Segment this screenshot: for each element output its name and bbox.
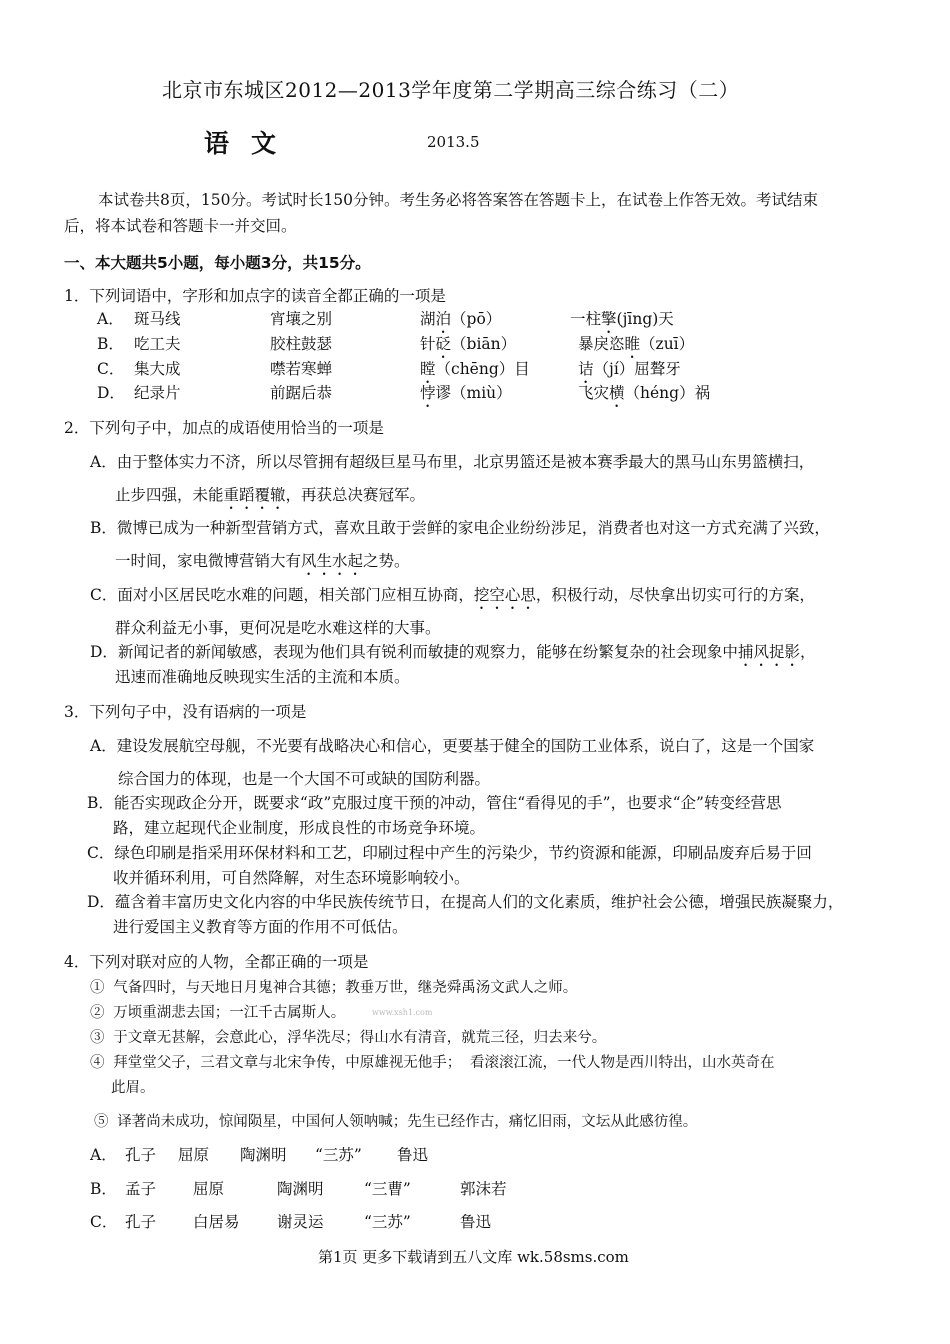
q1-stem: 1．下列词语中，字形和加点字的读音全都正确的一项是 <box>64 287 446 305</box>
q2-option-c-line-2: 群众利益无小事，更何况是吃水难这样的大事。 <box>115 619 441 637</box>
couplet-2: ② 万顷重湖悲去国；一江千古属斯人。 <box>90 1005 346 1021</box>
q2-option-c-line-1: C．面对小区居民吃水难的问题，相关部门应相互协商，挖空心思，积极行动，尽快拿出切实可行的方案， <box>90 586 815 604</box>
option-label: C． <box>90 1213 118 1231</box>
q2-option-b-line-2: 一时间，家电微博营销大有风生水起之势。 <box>115 552 410 570</box>
instructions-line-1: 本试卷共8页，150分。考试时长150分钟。考生务必将答案答在答题卡上，在试卷上作答无效。考试结束 <box>98 191 819 209</box>
subject-title: 语文 <box>204 129 299 158</box>
q3-option-a-line-2: 综合国力的体现，也是一个大国不可或缺的国防利器。 <box>118 770 491 788</box>
word-with-dotted-char: 暴戾恣睢（zuī） <box>578 335 695 353</box>
person: 鲁迅 <box>397 1146 429 1164</box>
option-label: D． <box>97 384 125 402</box>
watermark: www.xsh1.com <box>372 1008 433 1017</box>
person: “三曹” <box>364 1180 411 1198</box>
word-with-dotted-char: 湖泊（pō） <box>420 310 502 328</box>
q2-option-b-line-1: B．微博已成为一种新型营销方式，喜欢且敢于尝鲜的家电企业纷纷涉足，消费者也对这一方式充满了兴致， <box>90 519 830 537</box>
q2-option-a-line-2: 止步四强，未能重蹈覆辙，再获总决赛冠军。 <box>115 486 426 504</box>
q2-option-d-line-2: 迅速而准确地反映现实生活的主流和本质。 <box>115 668 410 686</box>
person: 屈原 <box>193 1180 225 1198</box>
word-with-dotted-char: 瞠（chēng）目 <box>420 360 530 378</box>
word-with-dotted-char: 飞灾横（héng）祸 <box>578 384 711 402</box>
q3-stem: 3．下列句子中，没有语病的一项是 <box>64 703 307 721</box>
couplet-3: ③ 于文章无甚解，会意此心，浮华洗尽；得山水有清音，就荒三径，归去来兮。 <box>90 1030 607 1046</box>
person: 孔子 <box>125 1146 157 1164</box>
section-1-heading: 一、本大题共5小题，每小题3分，共15分。 <box>64 254 371 272</box>
person: 谢灵运 <box>277 1213 324 1231</box>
word: 斑马线 <box>134 310 181 328</box>
q2-option-d-line-1: D．新闻记者的新闻敏感，表现为他们具有锐利而敏捷的观察力，能够在纷繁复杂的社会现象中捕风捉影， <box>90 643 816 661</box>
word-with-dotted-char: 诘（jí）屈聱牙 <box>578 360 681 378</box>
q3-option-c-line-1: C．绿色印刷是指采用环保材料和工艺，印刷过程中产生的污染少，节约资源和能源，印刷品废弃后易于回 <box>87 844 812 862</box>
couplet-4-line-1: ④ 拜堂堂父子，三君文章与北宋争传，中原雄视无他手； 看滚滚江流，一代人物是西川特出，山水英奇在 <box>90 1055 775 1071</box>
word: 集大成 <box>134 360 181 378</box>
q3-option-d-line-2: 进行爱国主义教育等方面的作用不可低估。 <box>113 918 408 936</box>
word: 胶柱鼓瑟 <box>270 335 333 353</box>
q3-option-b-line-1: B．能否实现政企分开，既要求“政”克服过度干预的冲动，管住“看得见的手”，也要求“企”转变经营思 <box>87 794 782 812</box>
person: 白居易 <box>193 1213 240 1231</box>
person: 郭沫若 <box>460 1180 507 1198</box>
word-with-dotted-char: 一柱擎(jīng)天 <box>570 310 674 328</box>
person: 屈原 <box>178 1146 210 1164</box>
person: 孟子 <box>125 1180 157 1198</box>
q2-stem: 2．下列句子中，加点的成语使用恰当的一项是 <box>64 419 384 437</box>
word-with-dotted-char: 针砭（biān） <box>420 335 517 353</box>
word: 吃工夫 <box>134 335 181 353</box>
option-label: A． <box>97 310 124 328</box>
couplet-1: ① 气备四时，与天地日月鬼神合其德；教垂万世，继尧舜禹汤文武人之师。 <box>90 980 578 996</box>
person: “三苏” <box>315 1146 362 1164</box>
option-label: C． <box>97 360 125 378</box>
option-label: B． <box>97 335 124 353</box>
person: 鲁迅 <box>460 1213 492 1231</box>
word: 噤若寒蝉 <box>270 360 333 378</box>
person: 孔子 <box>125 1213 157 1231</box>
person: 陶渊明 <box>277 1180 324 1198</box>
couplet-5: ⑤ 译著尚未成功，惊闻陨星，中国何人领呐喊；先生已经作古，痛忆旧雨，文坛从此感彷徨。 <box>94 1114 698 1130</box>
option-label: A． <box>90 1146 117 1164</box>
person: 陶渊明 <box>240 1146 287 1164</box>
exam-date: 2013.5 <box>427 133 480 151</box>
q3-option-b-line-2: 路，建立起现代企业制度，形成良性的市场竞争环境。 <box>113 819 486 837</box>
q4-stem: 4．下列对联对应的人物，全都正确的一项是 <box>64 953 369 971</box>
person: “三苏” <box>364 1213 411 1231</box>
instructions-line-2: 后，将本试卷和答题卡一并交回。 <box>64 217 297 235</box>
q3-option-c-line-2: 收并循环利用，可自然降解，对生态环境影响较小。 <box>113 869 470 887</box>
q3-option-a-line-1: A．建设发展航空母舰，不光要有战略决心和信心，更要基于健全的国防工业体系，说白了，这是一个国家 <box>90 737 815 755</box>
page-footer: 第1页 更多下载请到五八文库 wk.58sms.com <box>318 1248 629 1266</box>
word: 纪录片 <box>134 384 181 402</box>
couplet-4-line-2: 此眉。 <box>111 1080 155 1096</box>
q2-option-a-line-1: A．由于整体实力不济，所以尽管拥有超级巨星马布里，北京男篮还是被本赛季最大的黑马山东男篮横扫， <box>90 453 815 471</box>
option-label: B． <box>90 1180 117 1198</box>
word: 前踞后恭 <box>270 384 333 402</box>
word: 宵壤之别 <box>270 310 333 328</box>
word-with-dotted-char: 悖谬（miù） <box>420 384 512 402</box>
q3-option-d-line-1: D．蕴含着丰富历史文化内容的中华民族传统节日，在提高人们的文化素质，维护社会公德，增强民族凝聚力， <box>87 893 844 911</box>
exam-title: 北京市东城区2012—2013学年度第二学期高三综合练习（二） <box>162 78 740 102</box>
